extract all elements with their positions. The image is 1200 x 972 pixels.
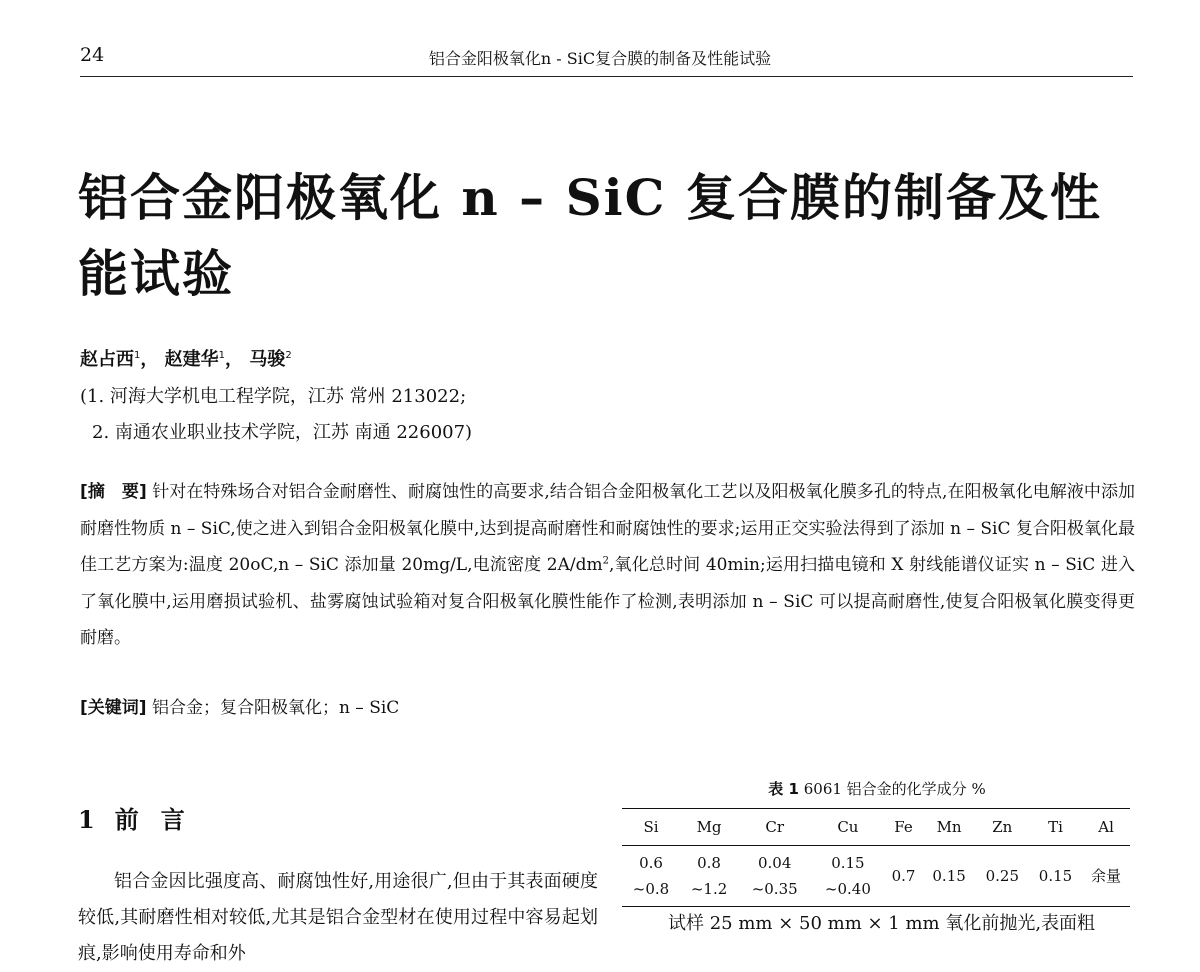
affiliation-2: 2. 南通农业职业技术学院，江苏 南通 226007) <box>92 422 473 443</box>
table-caption-number: 表 1 <box>768 780 799 798</box>
table-row <box>622 846 1130 907</box>
affiliation-1: (1. 河海大学机电工程学院，江苏 常州 213022; <box>80 386 467 407</box>
table-header-cell: Mg <box>696 818 722 836</box>
table-header-cell: Ti <box>1048 818 1063 836</box>
section-heading <box>78 800 207 835</box>
author-separator: ， <box>140 349 159 370</box>
table-cell: 余量 <box>1091 867 1122 885</box>
composition-table <box>622 808 1130 907</box>
table-cell: 0.15 <box>1038 867 1073 885</box>
table-header-cell: Fe <box>894 818 913 836</box>
article-title: 铝合金阳极氧化 n – SiC 复合膜的制备及性能试验 <box>78 168 1102 303</box>
intro-paragraph: 铝合金因比强度高、耐腐蚀性好,用途很广,但由于其表面硬度较低,其耐磨性相对较低,尤其是铝合金型材在使用过程中容易起划痕,影响使用寿命和外 <box>78 871 598 964</box>
table-cell: 0.04 ~0.35 <box>751 854 798 898</box>
running-title: 铝合金阳极氧化n - SiC复合膜的制备及性能试验 <box>428 49 772 68</box>
table-caption-text: 6061 铝合金的化学成分 % <box>803 780 986 798</box>
author-name: 赵占西 <box>80 349 134 370</box>
table-cell: 0.25 <box>985 867 1019 885</box>
table-cell: 0.15 ~0.40 <box>824 854 871 898</box>
author-separator: ， <box>225 349 244 370</box>
abstract-superscript: 2 <box>602 555 609 567</box>
author-list <box>80 345 292 371</box>
table-cell: 0.7 <box>891 867 916 885</box>
keywords-label: [关键词] <box>80 698 147 718</box>
abstract-text-cont: ,氧化总时间 40min;运用扫描电镜和 X 射线能谱仪证实 n – SiC 进入了氧化膜中,运用磨损试验机、盐雾腐蚀试验箱对复合阳极氧化膜性能作了检测,表明添加 n – SiC 可以提高耐磨性,使复合阳极氧化膜变得更耐磨。 <box>80 555 1135 648</box>
table-cell: 0.15 <box>932 867 966 885</box>
table-header-cell: Mn <box>936 818 962 836</box>
table-header-cell: Zn <box>992 818 1013 836</box>
table-header-row <box>622 809 1130 846</box>
keywords-text: 铝合金；复合阳极氧化；n – SiC <box>151 698 400 718</box>
sample-paragraph: 试样 25 mm × 50 mm × 1 mm 氧化前抛光,表面粗 <box>668 913 1096 934</box>
table-caption <box>622 778 1132 799</box>
table-cell: 0.6 ~0.8 <box>632 854 670 898</box>
header-rule <box>80 76 1133 77</box>
section-number: 1 <box>78 805 97 834</box>
table-header-cell: Al <box>1098 818 1114 836</box>
table-cell: 0.8 ~1.2 <box>690 854 728 898</box>
page-number: 24 <box>80 44 105 66</box>
abstract <box>80 474 1135 657</box>
table-header-cell: Cr <box>765 818 784 836</box>
section-title: 前言 <box>114 805 207 834</box>
keywords <box>80 693 399 718</box>
abstract-label: [摘 要] <box>80 482 147 502</box>
abstract-text: 针对在特殊场合对铝合金耐磨性、耐腐蚀性的高要求,结合铝合金阳极氧化工艺以及阳极氧化膜多孔的特点,在阳极氧化电解液中添加耐磨性物质 n – SiC,使之进入到铝合金阳极氧化膜中,达到提高耐磨性和耐腐蚀性的要求;运用正交实验法得到了添加 n – SiC 复合阳极氧化最佳工艺方案为:温度 20oC,n – SiC 添加量 20mg/L,电流密度 2A/dm <box>80 482 1136 575</box>
table-header-cell: Cu <box>837 818 859 836</box>
author-name: 马骏 <box>249 349 286 370</box>
table-header-cell: Si <box>643 818 659 836</box>
author-affil-mark: 1 <box>134 350 141 361</box>
author-affil-mark: 1 <box>218 350 226 361</box>
author-affil-mark: 2 <box>285 350 292 361</box>
author-name: 赵建华 <box>164 349 219 370</box>
